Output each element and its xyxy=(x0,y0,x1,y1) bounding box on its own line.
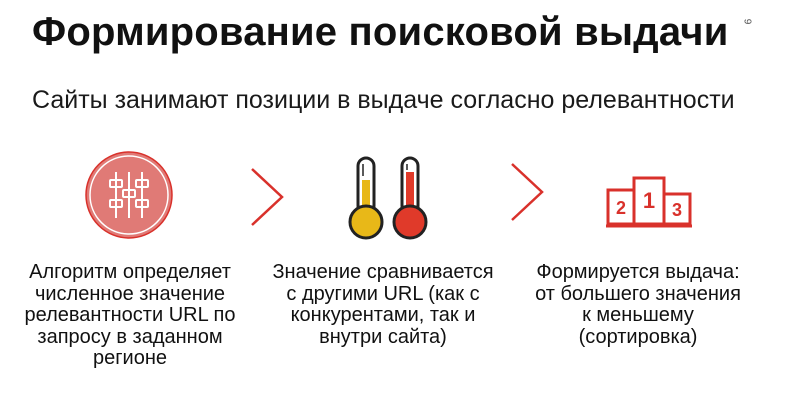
step-2-caption: Значение сравнивается с другими URL (как с конкурентами, так и внутри сайта) xyxy=(272,261,494,348)
podium-icon xyxy=(604,168,696,230)
slide-subtitle: Сайты занимают позиции в выдаче согласно релевантности xyxy=(32,86,735,114)
podium-label-3: 3 xyxy=(671,200,683,220)
chevron-right-icon xyxy=(248,165,288,229)
step-1-caption: Алгоритм определяет численное значение релевантности URL по запросу в заданном регионе xyxy=(24,261,236,369)
step-3-caption: Формируется выдача: от большего значения к меньшему (сортировка) xyxy=(535,261,741,348)
sliders-icon xyxy=(84,150,174,240)
thermometers-icon xyxy=(338,150,438,244)
chevron-right-icon xyxy=(508,160,548,224)
podium-label-1: 1 xyxy=(642,188,656,213)
podium-label-2: 2 xyxy=(615,198,627,218)
page-number: 9 xyxy=(741,18,753,25)
slide-title: Формирование поисковой выдачи xyxy=(32,10,729,54)
